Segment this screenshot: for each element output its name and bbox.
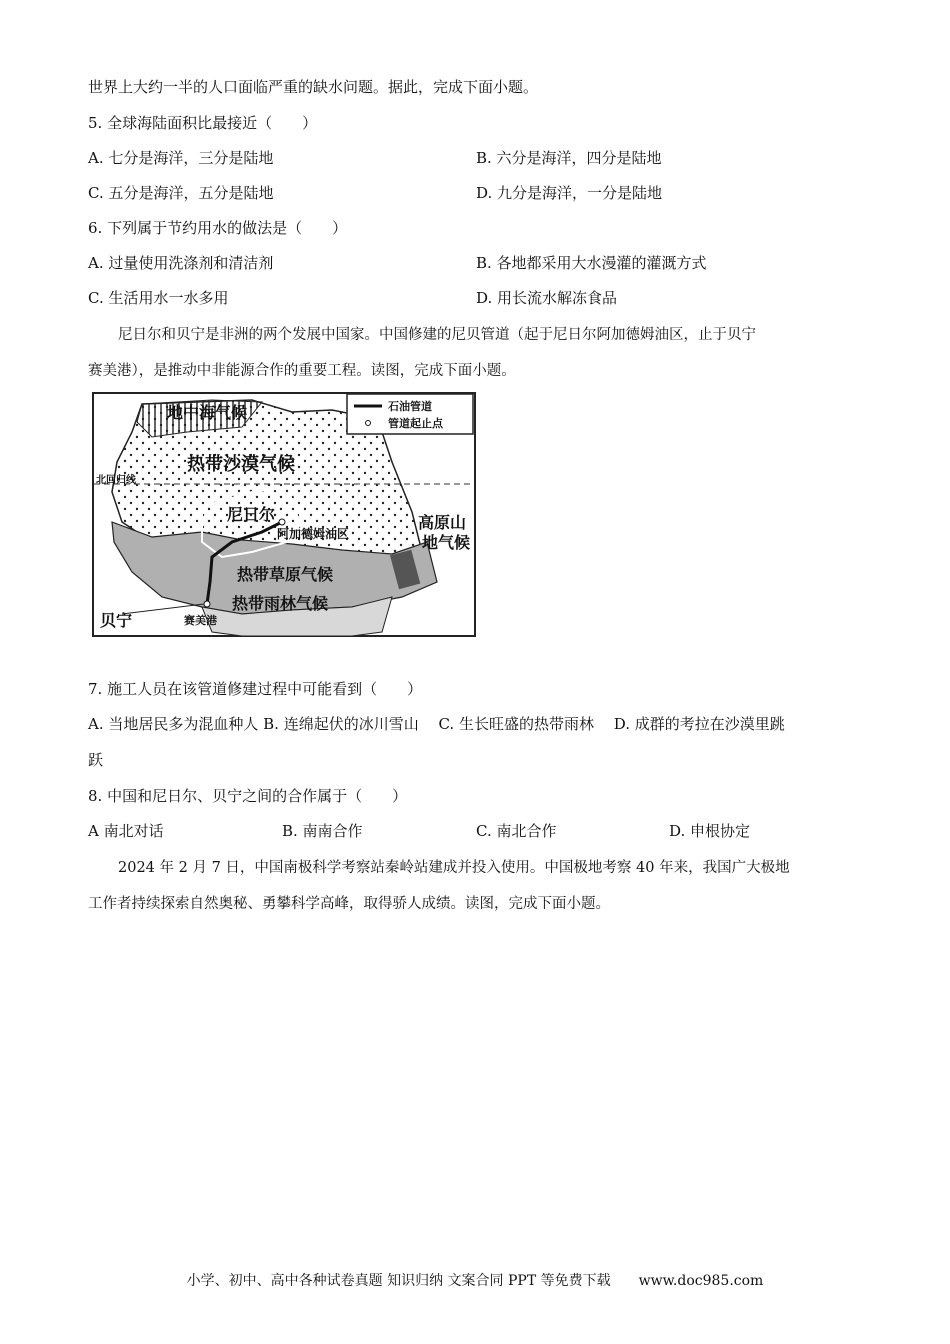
passage2-line2: 赛美港），是推动中非能源合作的重要工程。读图，完成下面小题。: [88, 363, 516, 379]
label-niger: 尼日尔: [227, 505, 276, 524]
q7-options: A. 当地居民多为混血种人 B. 连绵起伏的冰川雪山 C. 生长旺盛的热带雨林 D. 成群的考拉在沙漠里跳: [88, 715, 785, 733]
q5-option-d: D. 九分是海洋，一分是陆地: [476, 184, 663, 202]
legend-point-symbol: [366, 421, 371, 426]
label-desert: 热带沙漠气候: [187, 454, 295, 475]
q5-option-b: B. 六分是海洋，四分是陆地: [476, 149, 662, 167]
passage3-line2: 工作者持续探索自然奥秘、勇攀科学高峰，取得骄人成绩。读图，完成下面小题。: [88, 896, 610, 912]
q6-option-d: D. 用长流水解冻食品: [476, 289, 618, 307]
label-tropic: 北回归线: [96, 475, 136, 486]
q6-option-b: B. 各地都采用大水漫灌的灌溉方式: [476, 254, 707, 272]
q6-stem: 6. 下列属于节约用水的做法是（ ）: [88, 219, 348, 237]
q6-option-a: A. 过量使用洗涤剂和清洁剂: [88, 254, 274, 272]
intro-q5: 世界上大约一半的人口面临严重的缺水问题。据此，完成下面小题。: [88, 78, 539, 96]
passage3-line1: 2024 年 2 月 7 日，中国南极科学考察站秦岭站建成并投入使用。中国极地考察 40 年来，我国广大极地: [118, 860, 790, 876]
legend-pipeline-label: 石油管道: [388, 400, 432, 413]
q7-options-wrap: 跃: [88, 751, 104, 769]
q8-stem: 8. 中国和尼日尔、贝宁之间的合作属于（ ）: [88, 787, 408, 805]
q5-option-c: C. 五分是海洋，五分是陆地: [88, 184, 274, 202]
pipeline-start-point: [279, 519, 285, 525]
pipeline-end-point: [204, 601, 210, 607]
africa-climate-map: [92, 392, 476, 637]
legend-point-label: 管道起止点: [388, 417, 443, 430]
q8-option-b: B. 南南合作: [282, 822, 363, 840]
q6-option-c: C. 生活用水一水多用: [88, 289, 229, 307]
page-footer: 小学、初中、高中各种试卷真题 知识归纳 文案合同 PPT 等免费下载 www.doc985.com: [186, 1273, 764, 1289]
label-highland-1: 高原山: [418, 513, 467, 532]
label-savanna: 热带草原气候: [237, 565, 334, 584]
q5-stem: 5. 全球海陆面积比最接近（ ）: [88, 114, 318, 132]
label-mediterranean: 地中海气候: [167, 403, 248, 422]
passage2-line1: 尼日尔和贝宁是非洲的两个发展中国家。中国修建的尼贝管道（起于尼日尔阿加德姆油区，止于贝宁: [118, 327, 756, 343]
q5-option-a: A. 七分是海洋，三分是陆地: [88, 149, 274, 167]
q8-option-a: A 南北对话: [88, 822, 164, 840]
label-rainforest: 热带雨林气候: [232, 594, 329, 613]
q8-option-c: C. 南北合作: [476, 822, 557, 840]
label-benin: 贝宁: [100, 611, 133, 630]
q7-stem: 7. 施工人员在该管道修建过程中可能看到（ ）: [88, 680, 423, 698]
label-port: 赛美港: [184, 614, 217, 627]
label-highland-2: 地气候: [422, 533, 471, 552]
label-oilfield: 阿加德姆油区: [277, 527, 350, 541]
q8-option-d: D. 申根协定: [669, 822, 751, 840]
